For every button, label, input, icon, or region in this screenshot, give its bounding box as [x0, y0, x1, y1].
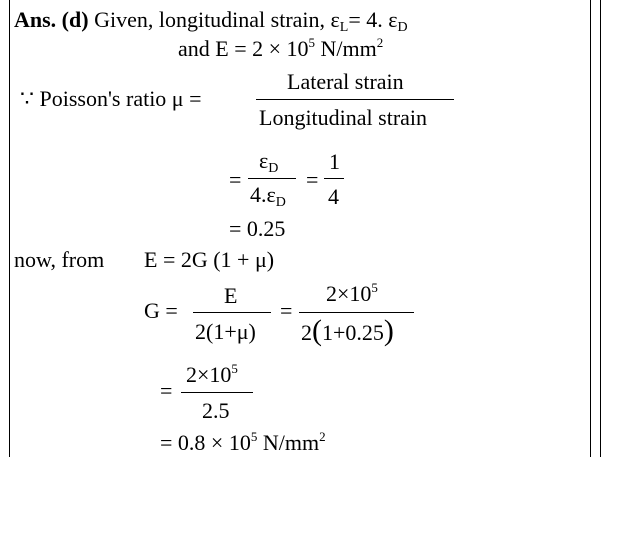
eq-sign-1: =	[229, 167, 242, 192]
strain-relation: = 4.	[348, 7, 383, 32]
close-paren: )	[383, 314, 394, 347]
g-numerator: E	[224, 283, 238, 308]
poisson-label: ∵ Poisson's ratio μ =	[20, 86, 202, 111]
quarter-denominator: 4	[328, 184, 339, 209]
poisson-denominator: Longitudinal strain	[259, 105, 428, 130]
strain-rhs: $\varepsilon_D$	[388, 7, 408, 35]
relation-formula: E = 2G (1 + μ)	[144, 247, 275, 272]
poisson-result: = 0.25	[229, 216, 286, 241]
poisson-numerator: Lateral strain	[287, 69, 404, 94]
given-text: Given, longitudinal strain,	[94, 7, 326, 32]
g-value-fraction-bar	[299, 312, 414, 313]
eq-sign-4: =	[160, 378, 173, 403]
step2-numerator: $2\times 10^5$	[186, 361, 238, 387]
because-symbol: ∵	[20, 86, 34, 111]
g-denominator: 2(1+μ)	[195, 319, 256, 344]
g-value-denominator: 2(1+0.25)	[301, 314, 394, 347]
g-value-numerator: $2\times 10^5$	[326, 280, 378, 306]
eq-sign-2: =	[306, 167, 319, 192]
quarter-fraction-bar	[324, 178, 344, 179]
answer-label: Ans. (d)	[14, 7, 89, 32]
eq-sign-3: =	[280, 298, 293, 323]
quarter-numerator: 1	[329, 149, 340, 174]
now-from-text: now, from	[14, 247, 105, 272]
open-paren: (	[312, 314, 322, 347]
modulus-line: and $E = 2 \times 10^5$ $N/mm^2$	[178, 35, 384, 61]
g-equals: G =	[144, 298, 178, 323]
final-result: = $0.8 \times 10^5$ $N/mm^2$	[160, 429, 326, 455]
step2-fraction-bar	[181, 392, 253, 393]
step1-numerator: $\varepsilon_D$	[259, 148, 279, 176]
poisson-fraction-bar	[256, 99, 454, 100]
step2-denominator: 2.5	[202, 398, 230, 423]
right-border-outer	[590, 0, 591, 457]
step1-denominator: $4.\varepsilon_D$	[250, 182, 286, 210]
right-border-inner	[600, 0, 601, 457]
g-fraction-bar	[193, 312, 271, 313]
strain-symbol: $\varepsilon_L$	[330, 7, 349, 35]
heading-line	[14, 7, 408, 35]
left-border	[9, 0, 10, 457]
step1-fraction-bar	[248, 178, 296, 179]
